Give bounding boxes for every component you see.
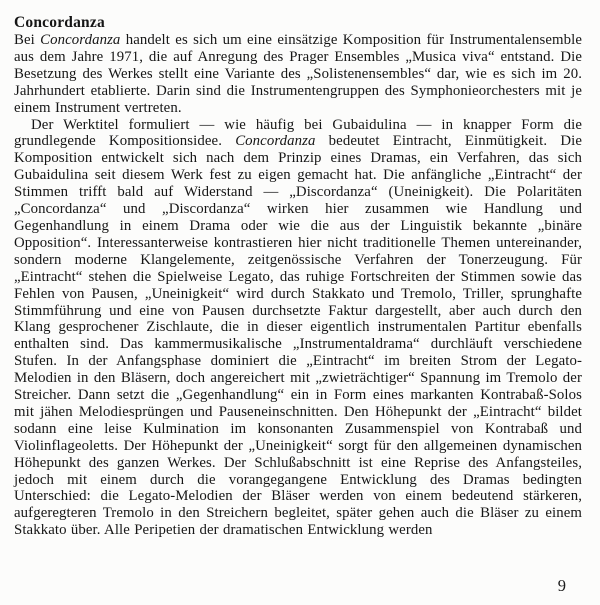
document-body	[14, 32, 582, 539]
text-segment: Der Werktitel formuliert — wie häufig bei Gubaidulina — in knapper Form die grundlegende Kompositionsidee.	[14, 116, 582, 150]
text-segment: Bei	[14, 32, 41, 48]
text-segment: bedeutet Eintracht, Einmütigkeit. Die Komposition entwickelt sich nach dem Prinzip eines Dramas, ein Verfahren, das sich Gubaidulina seit diesem Werk fest zu eigen gemacht hat. Die anfängliche „Eintracht“ der Stimmen trifft bald auf Widerstand — „Discordanza“ (Uneinigkeit). Die Polaritäten „Concordanza“ und „Discordanza“ wirken hier zusammen wie Handlung und Gegenhandlung in einem Drama oder wie die aus der Linguistik bekannte „binäre Opposition“. Interessanterweise kontrastieren hier nicht traditionelle Themen untereinander, sondern moderne Klangelemente, zeitgenössische Verfahren der Tonerzeugung. Für „Eintracht“ stehen die Spielweise Legato, das ruhige Fortschreiten der Stimmen sowie das Fehlen von Pausen, „Uneinigkeit“ wird durch Stakkato und Tremolo, Triller, sprunghafte Stimmführung und eine von Pausen durchsetzte Faktur dargestellt, aber auch durch den Klang gesprochener Zischlaute, die in dieser eigentlich instrumentalen Partitur ebenfalls enthalten sind. Das kammermusikalische „Instrumentaldrama“ durchläuft verschiedene Stufen. In der Anfangsphase dominiert die „Eintracht“ im breiten Strom der Legato-Melodien in den Bläsern, doch angereichert mit „zwieträchtiger“ Spannung im Tremolo der Streicher. Dann setzt die „Gegenhandlung“ ein in Form eines markanten Kontrabaß-Solos mit jähen Melodiesprüngen und Pauseneinschnitten. Den Höhepunkt der „Eintracht“ bildet sodann eine leise Kulmination im konsonanten Zusammenspiel von Kontrabaß und Violinflageoletts. Der Höhepunkt der „Uneinigkeit“ sorgt für den allgemeinen dynamischen Höhepunkt des ganzen Werkes. Der Schlußabschnitt ist eine Reprise des Anfangsteiles, jedoch mit einem durch die vorangegangene Entwicklung des Dramas bedingten Unterschied: die Legato-Melodien der Bläser werden von einem bedeutend stärkeren, aufgeregteren Tremolo in den Streichern begleitet, später gehen auch die Bläser zu einem Stakkato über. Alle Peripetien der dramatischen Entwicklung werden	[14, 133, 582, 539]
italic-text-segment: Concordanza	[235, 133, 316, 150]
italic-text-segment: Concordanza	[40, 32, 121, 48]
page-title: Concordanza	[14, 14, 105, 31]
paragraph	[14, 117, 582, 540]
page-number: 9	[557, 576, 566, 595]
text-segment: handelt es sich um eine einsätzige Komposition für Instrumentalensemble aus dem Jahre 1971, die auf Anregung des Prager Ensembles „Musica viva“ entstand. Die Besetzung des Werkes stellt eine Variante des „Solistenensembles“ dar, wie es sich im 20. Jahrhundert etablierte. Darin sind die Instrumentengruppen des Symphonieorchesters mit je einem Instrument vertreten.	[14, 32, 582, 116]
paragraph	[14, 32, 582, 117]
